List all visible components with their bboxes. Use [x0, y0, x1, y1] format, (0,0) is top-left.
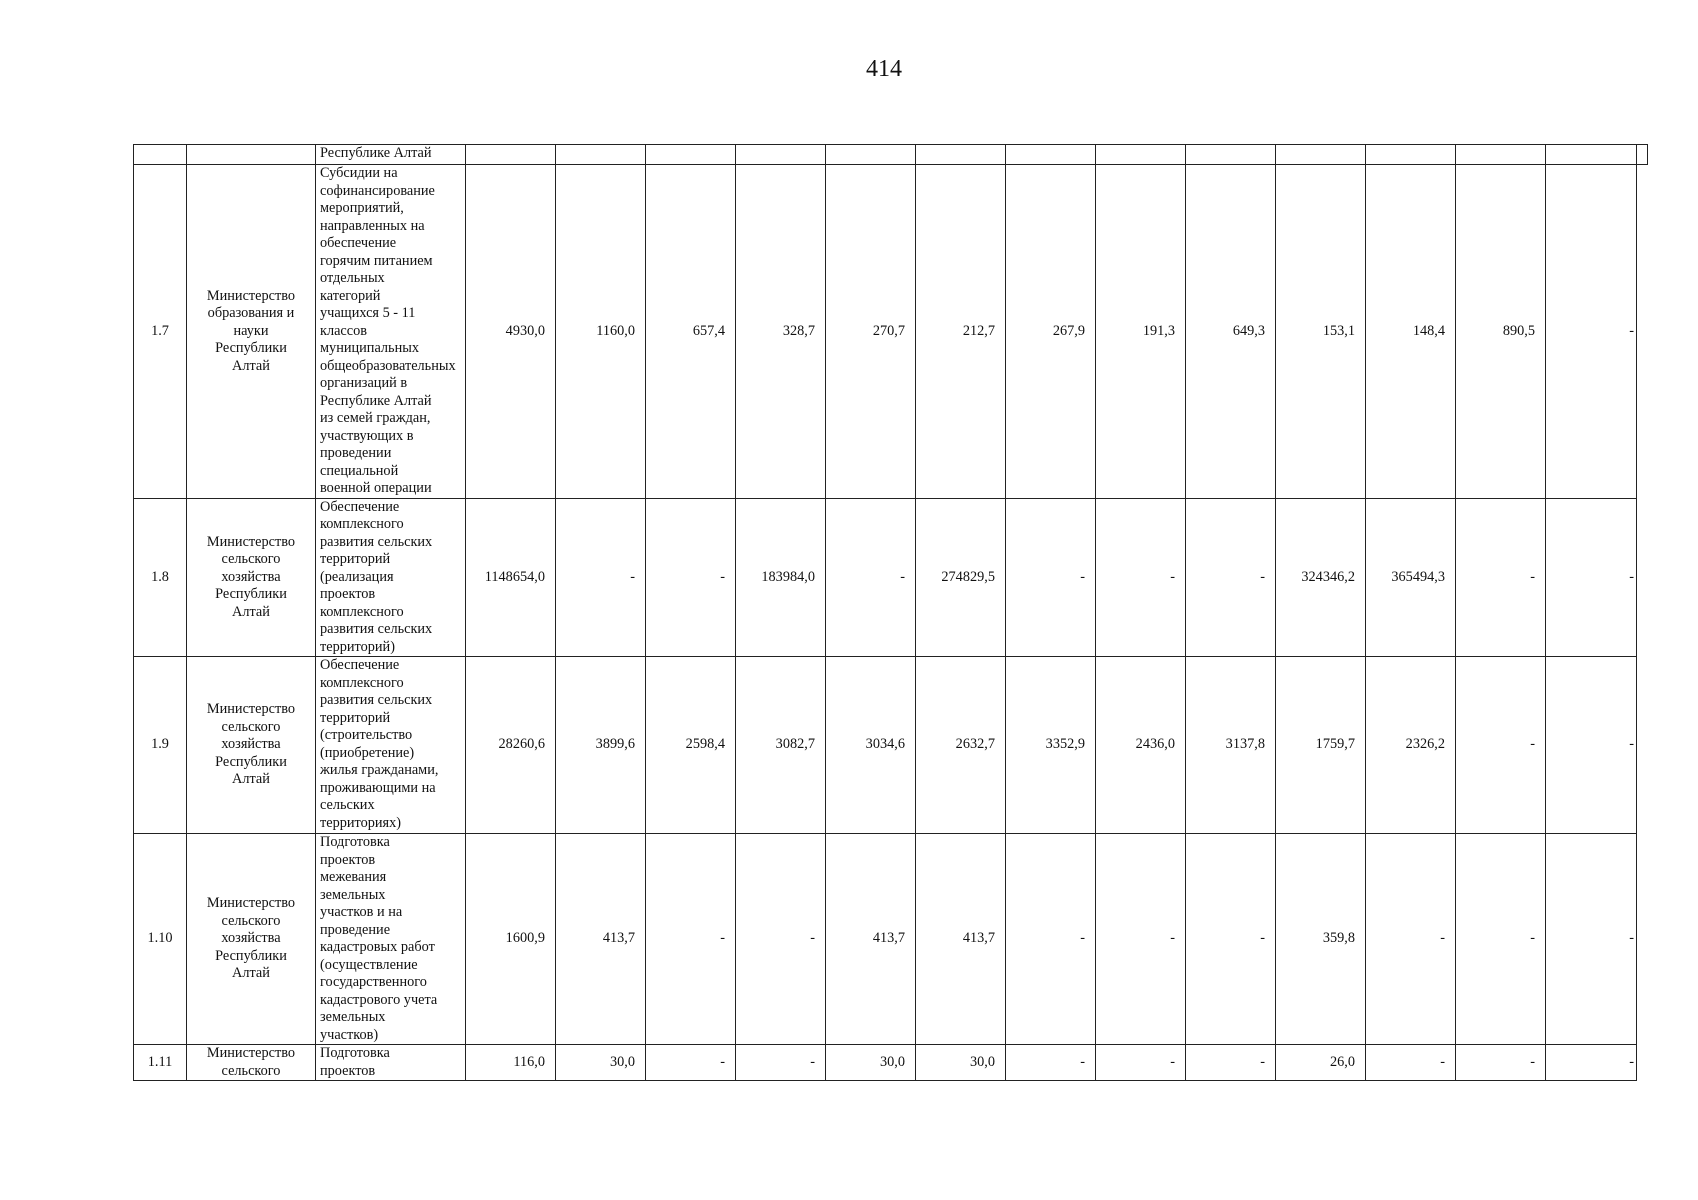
executor-cell: Министерство сельского: [187, 1045, 316, 1081]
item-number-cell: 1.11: [134, 1045, 187, 1081]
value-cell: 153,1: [1276, 165, 1366, 499]
table-row: [134, 1045, 1648, 1081]
value-cell: -: [1006, 498, 1096, 657]
value-cell: -: [646, 834, 736, 1045]
value-cell: [736, 145, 826, 165]
executor-cell: Министерство сельского хозяйства Республики Алтай: [187, 834, 316, 1045]
table-row: [134, 145, 1648, 165]
value-cell: -: [1186, 834, 1276, 1045]
value-cell: 413,7: [556, 834, 646, 1045]
description-cell: Подготовка проектов межевания земельных участков и на проведение кадастровых работ (осуществление государственного кадастрового учета земельных участков): [316, 834, 466, 1045]
description-cell: Обеспечение комплексного развития сельских территорий (реализация проектов комплексного развития сельских территорий): [316, 498, 466, 657]
value-cell: -: [1546, 165, 1637, 499]
value-cell: 3352,9: [1006, 657, 1096, 834]
item-number-cell: 1.9: [134, 657, 187, 834]
value-cell: -: [1546, 498, 1637, 657]
value-cell: 2326,2: [1366, 657, 1456, 834]
value-cell: -: [1456, 498, 1546, 657]
description-cell: Субсидии на софинансирование мероприятий, направленных на обеспечение горячим питанием отдельных категорий учащихся 5 - 11 классов муниципальных общеобразовательных организаций в Республике Алтай из семей граждан, участвующих в проведении специальной военной операции: [316, 165, 466, 499]
executor-cell: Министерство образования и науки Республики Алтай: [187, 165, 316, 499]
value-cell: [1637, 145, 1648, 165]
value-cell: 413,7: [826, 834, 916, 1045]
value-cell: 148,4: [1366, 165, 1456, 499]
executor-cell: Министерство сельского хозяйства Республики Алтай: [187, 657, 316, 834]
value-cell: 328,7: [736, 165, 826, 499]
value-cell: -: [1456, 657, 1546, 834]
value-cell: [1456, 145, 1546, 165]
value-cell: -: [1546, 1045, 1637, 1081]
value-cell: -: [1546, 657, 1637, 834]
value-cell: 890,5: [1456, 165, 1546, 499]
budget-table: [133, 144, 1648, 1081]
value-cell: 3034,6: [826, 657, 916, 834]
value-cell: 649,3: [1186, 165, 1276, 499]
value-cell: 2436,0: [1096, 657, 1186, 834]
item-number-cell: 1.8: [134, 498, 187, 657]
value-cell: -: [736, 1045, 826, 1081]
value-cell: [1096, 145, 1186, 165]
value-cell: -: [1186, 498, 1276, 657]
description-cell: Республике Алтай: [316, 145, 466, 165]
value-cell: 3137,8: [1186, 657, 1276, 834]
value-cell: 274829,5: [916, 498, 1006, 657]
value-cell: -: [1546, 834, 1637, 1045]
value-cell: [1276, 145, 1366, 165]
value-cell: -: [826, 498, 916, 657]
page-number: 414: [866, 56, 902, 82]
value-cell: 30,0: [916, 1045, 1006, 1081]
value-cell: 657,4: [646, 165, 736, 499]
item-number-cell: 1.10: [134, 834, 187, 1045]
value-cell: [826, 145, 916, 165]
table-row: [134, 498, 1648, 657]
item-number-cell: 1.7: [134, 165, 187, 499]
description-cell: Обеспечение комплексного развития сельских территорий (строительство (приобретение) жилья гражданами, проживающими на сельских территориях): [316, 657, 466, 834]
value-cell: 324346,2: [1276, 498, 1366, 657]
item-number-cell: [134, 145, 187, 165]
value-cell: 30,0: [826, 1045, 916, 1081]
value-cell: -: [1006, 1045, 1096, 1081]
value-cell: 365494,3: [1366, 498, 1456, 657]
value-cell: 30,0: [556, 1045, 646, 1081]
value-cell: [916, 145, 1006, 165]
value-cell: -: [646, 1045, 736, 1081]
value-cell: 267,9: [1006, 165, 1096, 499]
value-cell: -: [1006, 834, 1096, 1045]
value-cell: -: [736, 834, 826, 1045]
value-cell: -: [556, 498, 646, 657]
value-cell: [556, 145, 646, 165]
value-cell: 3899,6: [556, 657, 646, 834]
value-cell: 191,3: [1096, 165, 1186, 499]
table-row: [134, 165, 1648, 499]
value-cell: -: [1186, 1045, 1276, 1081]
value-cell: 116,0: [466, 1045, 556, 1081]
value-cell: [1006, 145, 1096, 165]
table-body: [134, 145, 1648, 1081]
value-cell: -: [1456, 834, 1546, 1045]
value-cell: -: [646, 498, 736, 657]
value-cell: [646, 145, 736, 165]
value-cell: 212,7: [916, 165, 1006, 499]
value-cell: -: [1456, 1045, 1546, 1081]
value-cell: 270,7: [826, 165, 916, 499]
executor-cell: Министерство сельского хозяйства Республики Алтай: [187, 498, 316, 657]
value-cell: 1759,7: [1276, 657, 1366, 834]
value-cell: 2632,7: [916, 657, 1006, 834]
value-cell: -: [1096, 1045, 1186, 1081]
value-cell: 2598,4: [646, 657, 736, 834]
value-cell: [1186, 145, 1276, 165]
table-row: [134, 834, 1648, 1045]
value-cell: 1600,9: [466, 834, 556, 1045]
value-cell: 1160,0: [556, 165, 646, 499]
value-cell: -: [1096, 834, 1186, 1045]
value-cell: 28260,6: [466, 657, 556, 834]
value-cell: 3082,7: [736, 657, 826, 834]
value-cell: -: [1096, 498, 1186, 657]
description-cell: Подготовка проектов: [316, 1045, 466, 1081]
value-cell: [1366, 145, 1456, 165]
value-cell: [466, 145, 556, 165]
value-cell: 413,7: [916, 834, 1006, 1045]
table-row: [134, 657, 1648, 834]
executor-cell: [187, 145, 316, 165]
value-cell: 4930,0: [466, 165, 556, 499]
value-cell: 359,8: [1276, 834, 1366, 1045]
value-cell: -: [1366, 1045, 1456, 1081]
value-cell: 1148654,0: [466, 498, 556, 657]
value-cell: 183984,0: [736, 498, 826, 657]
value-cell: [1546, 145, 1637, 165]
value-cell: 26,0: [1276, 1045, 1366, 1081]
value-cell: -: [1366, 834, 1456, 1045]
